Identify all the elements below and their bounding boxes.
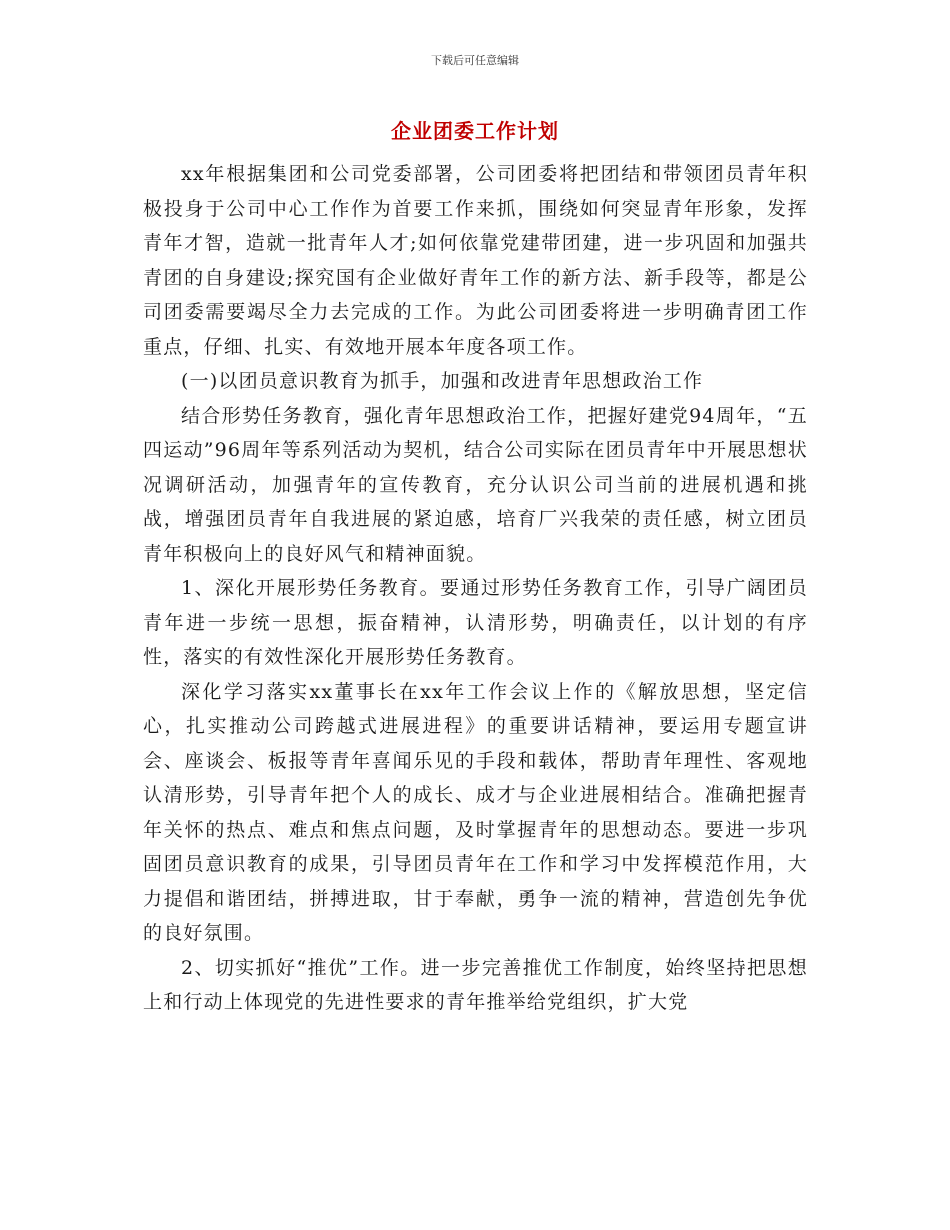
paragraph: (一)以团员意识教育为抓手，加强和改进青年思想政治工作 bbox=[181, 370, 704, 392]
document-title: 企业团委工作计划 bbox=[391, 119, 559, 143]
paragraph: xx年根据集团和公司党委部署，公司团委将把团结和带领团员青年积极投身于公司中心工作作为首要工作来抓，围绕如何突显青年形象，发挥青年才智，造就一批青年人才;如何依靠党建带团建，进一步巩固和加强共青团的自身建设;探究国有企业做好青年工作的新方法、新手段等，都是公司团委需要竭尽全力去完成的工作。为此公司团委将进一步明确青团工作重点，仔细、扎实、有效地开展本年度各项工作。 bbox=[143, 163, 808, 358]
paragraph: 结合形势任务教育，强化青年思想政治工作，把握好建党94周年，“五四运动”96周年等系列活动为契机，结合公司实际在团员青年中开展思想状况调研活动，加强青年的宣传教育，充分认识公司当前的进展机遇和挑战，增强团员青年自我进展的紧迫感，培育厂兴我荣的责任感，树立团员青年积极向上的良好风气和精神面貌。 bbox=[143, 404, 808, 565]
page-header-note: 下载后可任意编辑 bbox=[431, 54, 519, 67]
paragraph: 2、切实抓好“推优”工作。进一步完善推优工作制度，始终坚持把思想上和行动上体现党的先进性要求的青年推举给党组织，扩大党 bbox=[143, 956, 808, 1013]
paragraph: 1、深化开展形势任务教育。要通过形势任务教育工作，引导广阔团员青年进一步统一思想，振奋精神，认清形势，明确责任，以计划的有序性，落实的有效性深化开展形势任务教育。 bbox=[143, 577, 808, 668]
document-body bbox=[143, 157, 808, 1020]
paragraph: 深化学习落实xx董事长在xx年工作会议上作的《解放思想，坚定信心，扎实推动公司跨越式进展进程》的重要讲话精神，要运用专题宣讲会、座谈会、板报等青年喜闻乐见的手段和载体，帮助青年理性、客观地认清形势，引导青年把个人的成长、成才与企业进展相结合。准确把握青年关怀的热点、难点和焦点问题，及时掌握青年的思想动态。要进一步巩固团员意识教育的成果，引导团员青年在工作和学习中发挥模范作用，大力提倡和谐团结，拼搏进取，甘于奉献，勇争一流的精神，营造创先争优的良好氛围。 bbox=[143, 680, 808, 944]
